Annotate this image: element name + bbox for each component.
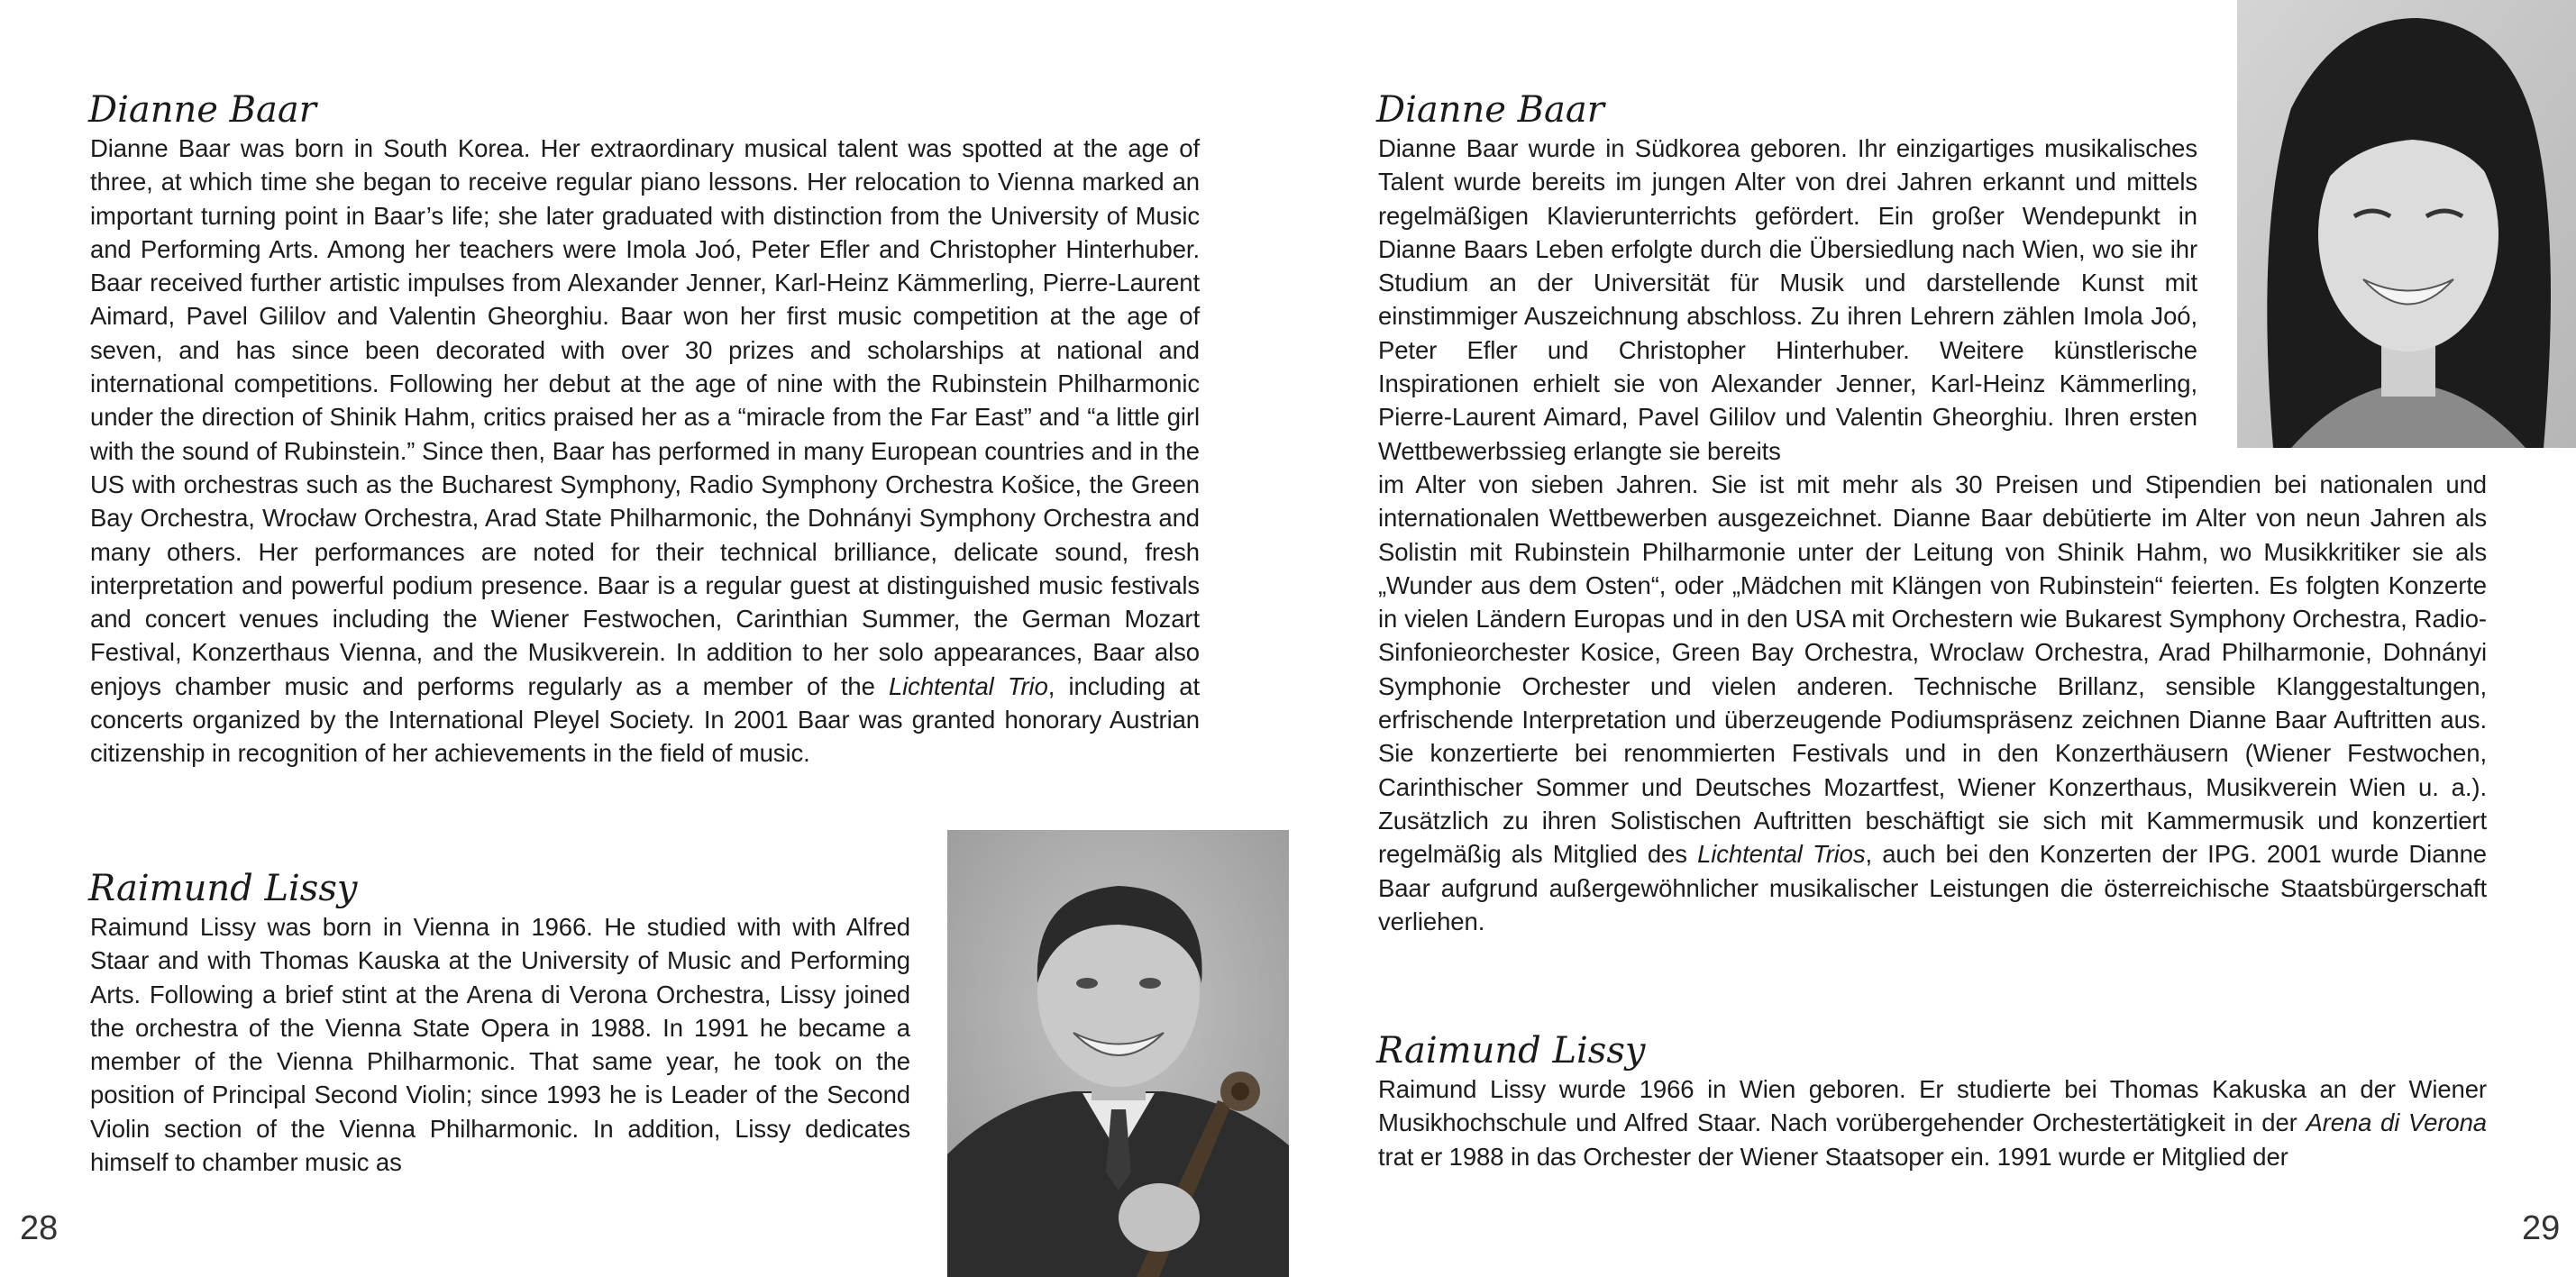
woman-portrait-image [2237, 0, 2576, 448]
baar-heading-en: Dianne Baar [88, 89, 316, 131]
lichtental-trios-de: Lichtental Trios [1697, 840, 1866, 869]
baar-bio-en-part2: , including at concerts organized by the International Pleyel Society. In 2001 Baar was granted honorary Austrian citizenship in recognition of her achievements in the field of music. [90, 671, 1200, 768]
lissy-bio-de-part2: trat er 1988 in das Orchester der Wiener Staatsoper ein. 1991 wurde er Mitglied der [1378, 1142, 2288, 1171]
arena-di-verona: Arena di Verona [2306, 1108, 2487, 1137]
baar-heading-de: Dianne Baar [1376, 89, 1604, 131]
man-with-violin-image [947, 830, 1289, 1277]
lissy-bio-de-part1: Raimund Lissy wurde 1966 in Wien geboren. Er studierte bei Thomas Kakuska an der Wiener Musikhochschule und Alfred Staar. Nach vorübergehender Orchestertätigkeit in der [1378, 1075, 2487, 1137]
lissy-bio-en: Raimund Lissy was born in Vienna in 1966. He studied with with Alfred Staar and with Thomas Kauska at the University of Music and Performing Arts. Following a brief stint at the Arena di Verona Orchestra, Lissy joined the orchestra of the Vienna State Opera in 1988. In 1991 he became a member of the Vienna Philharmonic. That same year, he took on the position of Principal Second Violin; since 1993 he is Leader of the Second Violin section of the Vienna Philharmonic. In addition, Lissy dedicates himself to chamber music as [90, 913, 910, 1177]
baar-bio-de [1378, 468, 2487, 938]
baar-bio-en-part1: Dianne Baar was born in South Korea. Her extraordinary musical talent was spotted at the age of three, at which time she began to receive regular piano lessons. Her relocation to Vienna marked an important turning point in Baar’s life; she later graduated with distinction from the University of Music and Performing Arts. Among her teachers were Imola Joó, Peter Efler and Christopher Hinterhuber. Baar received further artistic impulses from Alexander Jenner, Karl-Heinz Kämmerling, Pierre-Laurent Aimard, Pavel Gililov and Valentin Gheorghiu. Baar won her first music competition at the age of seven, and has since been decorated with over 30 prizes and scholarships at national and international competitions. Following her debut at the age of nine with the Rubinstein Philharmonic under the direction of Shinik Hahm, critics praised her as a “miracle from the Far East” and “a little girl with the sound of Rubinstein.” Since then, Baar has performed in many European countries and in the US with orchestras such as the Bucharest Symphony, Radio Symphony Orchestra Košice, the Green Bay Orchestra, Wrocław Orchestra, Arad State Philharmonic, the Dohnányi Symphony Orchestra and many others. Her performances are noted for their technical brilliance, delicate sound, fresh interpretation and powerful podium presence. Baar is a regular guest at distinguished music festivals and concert venues including the Wiener Festwochen, Carinthian Summer, the German Mozart Festival, Konzerthaus Vienna, and the Musikverein. In addition to her solo appearances, Baar also enjoys chamber music and performs regularly as a member of the [90, 134, 1200, 700]
page-number-right: 29 [2522, 1209, 2561, 1247]
page-number-left: 28 [20, 1209, 59, 1247]
lissy-heading-en: Raimund Lissy [88, 868, 358, 909]
baar-bio-de-part2: im Alter von sieben Jahren. Sie ist mit mehr als 30 Preisen und Stipendien bei nationalen und internationalen Wettbewerben ausgezeichnet. Dianne Baar debütierte im Alter von neun Jahren als Solistin mit Rubinstein Philharmonie unter der Leitung von Shinik Hahm, wo Musikkritiker sie als „Wunder aus dem Osten“, oder „Mädchen mit Klängen von Rubinstein“ feierten. Es folgten Konzerte in vielen Ländern Europas und in den USA mit Orchestern wie Bukarest Symphony Orchestra, Radio-Sinfonieorchester Kosice, Green Bay Orchestra, Wroclaw Orchestra, Arad Philharmonie, Dohnányi Symphonie Orchester und vielen anderen. Technische Brillanz, sensible Klanggestaltungen, erfrischende Interpretation und überzeugende Podiumspräsenz zeichnen Dianne Baar Auftritten aus. Sie konzertierte bei renommierten Festivals und in den Konzerthäusern (Wiener Festwochen, Carinthischer Sommer und Deutsches Mozartfest, Wiener Konzerthaus, Musikverein Wien u. a.). Zusätzlich zu ihren Solistischen Auftritten beschäftigt sie sich mit Kammermusik und konzertiert regelmäßig als Mitglied des [1378, 470, 2487, 869]
baar-photo [2237, 0, 2576, 448]
lissy-heading-de: Raimund Lissy [1376, 1030, 1646, 1072]
lissy-bio-de [1378, 1072, 2487, 1173]
lissy-photo [947, 830, 1289, 1277]
baar-bio-de-wrapped: Dianne Baar wurde in Südkorea geboren. Ihr einzigartiges musikalisches Talent wurde bereits im jungen Alter von drei Jahren erkannt und mittels regelmäßigen Klavierunterrichts gefördert. Ein großer Wendepunkt in Dianne Baars Leben erfolgte durch die Übersiedlung nach Wien, wo sie ihr Studium an der Universität für Musik und darstellende Kunst mit einstimmiger Auszeichnung abschloss. Zu ihren Lehrern zählen Imola Joó, Peter Efler und Christopher Hinterhuber. Weitere künstlerische Inspirationen erhielt sie von Alexander Jenner, Karl-Heinz Kämmerling, Pierre-Laurent Aimard, Pavel Gililov und Valentin Gheorghiu. Ihren ersten Wettbewerbssieg erlangte sie bereits [1378, 134, 2197, 465]
lichtental-trio-en: Lichtental Trio [888, 671, 1048, 700]
baar-bio-de-part3: , auch bei den Konzerten der IPG. 2001 wurde Dianne Baar aufgrund außergewöhnlicher musikalischer Leistungen die österreichische Staatsbürgerschaft verliehen. [1378, 840, 2487, 935]
baar-bio-en [90, 132, 1200, 771]
